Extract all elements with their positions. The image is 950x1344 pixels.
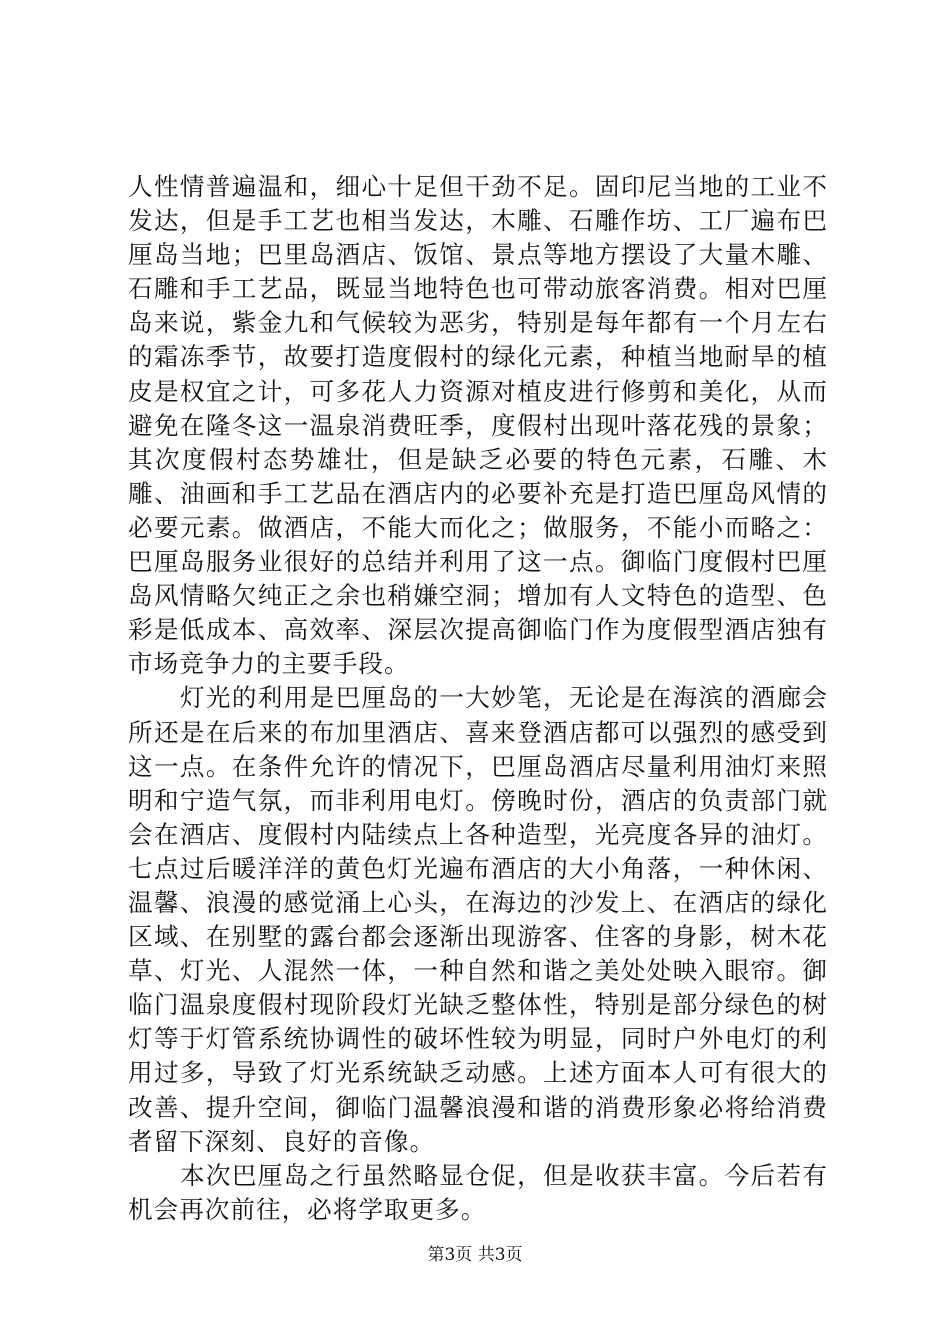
paragraph-conclusion: 本次巴厘岛之行虽然略显仓促，但是收获丰富。今后若有机会再次前往，必将学取更多。 — [128, 1160, 828, 1224]
paragraph-continued: 人性情普遍温和，细心十足但干劲不足。固印尼当地的工业不发达，但是手工艺也相当发达，木雕、石雕作坊、工厂遍布巴厘岛当地；巴里岛酒店、饭馆、景点等地方摆设了大量木雕、石雕和手工艺品，既显当地特色也可带动旅客消费。相对巴厘岛来说，紫金九和气候较为恶劣，特别是每年都有一个月左右的霜冻季节，故要打造度假村的绿化元素，种植当地耐旱的植皮是权宜之计，可多花人力资源对植皮进行修剪和美化，从而避免在隆冬这一温泉消费旺季，度假村出现叶落花残的景象；其次度假村态势雄壮，但是缺乏必要的特色元素，石雕、木雕、油画和手工艺品在酒店内的必要补充是打造巴厘岛风情的必要元素。做酒店，不能大而化之；做服务，不能小而略之：巴厘岛服务业很好的总结并利用了这一点。御临门度假村巴厘岛风情略欠纯正之余也稍嫌空洞；增加有人文特色的造型、色彩是低成本、高效率、深层次提高御临门作为度假型酒店独有市场竞争力的主要手段。 — [128, 172, 828, 679]
paragraph-lighting: 灯光的利用是巴厘岛的一大妙笔，无论是在海滨的酒廊会所还是在后来的布加里酒店、喜来登酒店都可以强烈的感受到这一点。在条件允许的情况下，巴厘岛酒店尽量利用油灯来照明和宁造气氛，而非利用电灯。傍晚时份，酒店的负责部门就会在酒店、度假村内陆续点上各种造型，光亮度各异的油灯。七点过后暖洋洋的黄色灯光遍布酒店的大小角落，一种休闲、温馨、浪漫的感觉涌上心头，在海边的沙发上、在酒店的绿化区域、在别墅的露台都会逐渐出现游客、住客的身影，树木花草、灯光、人混然一体，一种自然和谐之美处处映入眼帘。御临门温泉度假村现阶段灯光缺乏整体性，特别是部分绿色的树灯等于灯管系统协调性的破坏性较为明显，同时户外电灯的利用过多，导致了灯光系统缺乏动感。上述方面本人可有很大的改善、提升空间，御临门温馨浪漫和谐的消费形象必将给消费者留下深刻、良好的音像。 — [128, 683, 828, 1156]
document-body — [128, 170, 828, 1227]
page-footer: 第3页 共3页 — [427, 1245, 523, 1265]
